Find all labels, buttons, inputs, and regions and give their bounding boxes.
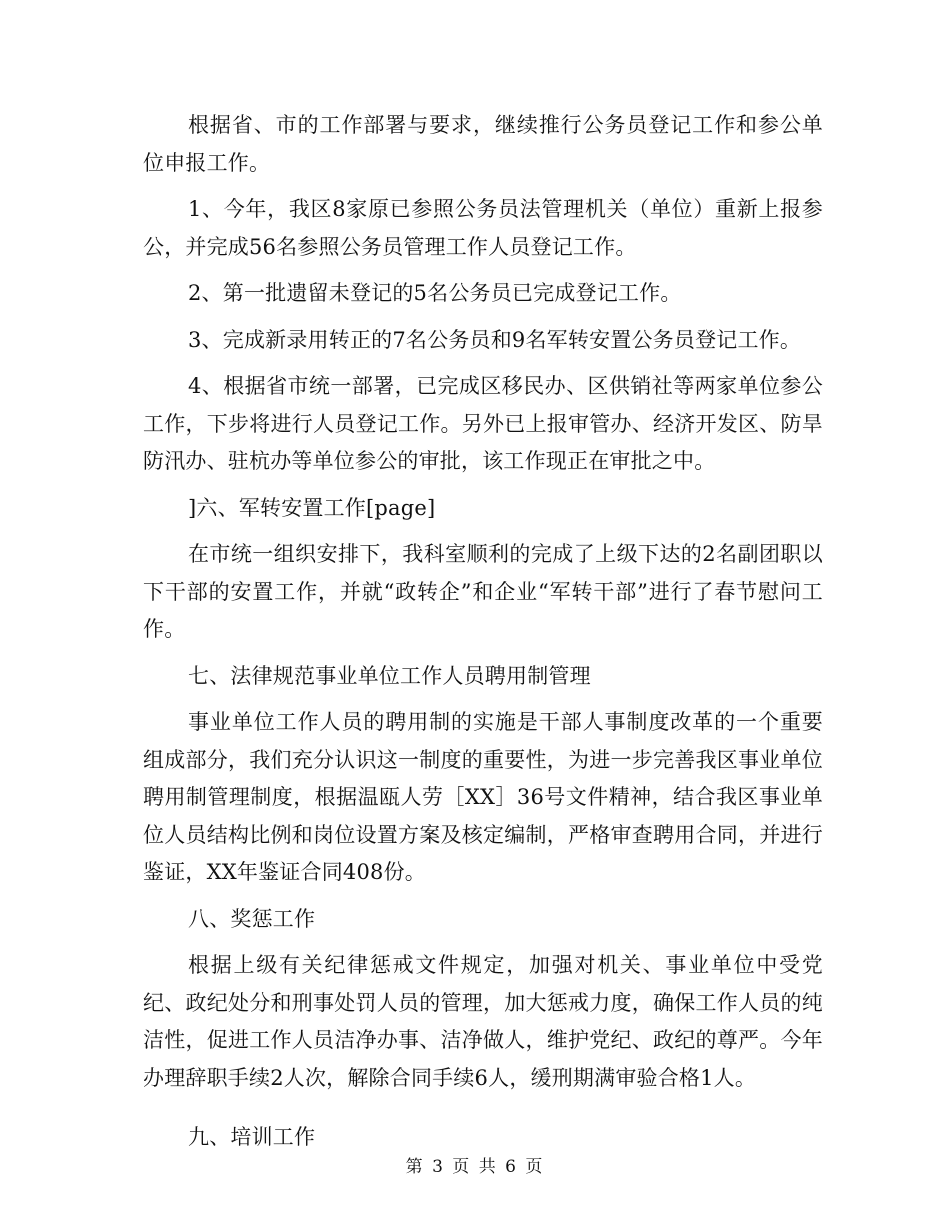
section-heading-6: ]六、军转安置工作[page] xyxy=(188,495,436,520)
document-body xyxy=(143,107,823,1157)
paragraph-section-8: 根据上级有关纪律惩戒文件规定，加强对机关、事业单位中受党纪、政纪处分和刑事处罚人员的管理，加大惩戒力度，确保工作人员的纯洁性，促进工作人员洁净办事、洁净做人，维护党纪、政纪的尊严。今年办理辞职手续2人次，解除合同手续6人，缓刑期满审验合格1人。 xyxy=(143,953,823,1090)
page-number-footer: 第 3 页 共 6 页 xyxy=(405,1157,545,1177)
paragraph-section-7: 事业单位工作人员的聘用制的实施是干部人事制度改革的一个重要组成部分，我们充分认识这一制度的重要性，为进一步完善我区事业单位聘用制管理制度，根据温瓯人劳［XX］36号文件精神，结合我区事业单位人员结构比例和岗位设置方案及核定编制，严格审查聘用合同，并进行鉴证，XX年鉴证合同408份。 xyxy=(143,710,823,884)
paragraph-item-4: 4、根据省市统一部署，已完成区移民办、区供销社等两家单位参公工作，下步将进行人员登记工作。另外已上报审管办、经济开发区、防旱防汛办、驻杭办等单位参公的审批，该工作现正在审批之中。 xyxy=(143,374,823,473)
paragraph-section-6: 在市统一组织安排下，我科室顺利的完成了上级下达的2名副团职以下干部的安置工作，并就“政转企”和企业“军转干部”进行了春节慰问工作。 xyxy=(143,542,823,641)
paragraph-item-1: 1、今年，我区8家原已参照公务员法管理机关（单位）重新上报参公，并完成56名参照公务员管理工作人员登记工作。 xyxy=(143,197,823,259)
section-heading-7: 七、法律规范事业单位工作人员聘用制管理 xyxy=(188,663,591,688)
paragraph-item-3: 3、完成新录用转正的7名公务员和9名军转安置公务员登记工作。 xyxy=(188,327,802,352)
paragraph-intro: 根据省、市的工作部署与要求，继续推行公务员登记工作和参公单位申报工作。 xyxy=(143,113,823,175)
paragraph-item-2: 2、第一批遗留未登记的5名公务员已完成登记工作。 xyxy=(188,281,682,305)
section-heading-9: 九、培训工作 xyxy=(188,1125,316,1149)
section-heading-8: 八、奖惩工作 xyxy=(188,906,316,931)
